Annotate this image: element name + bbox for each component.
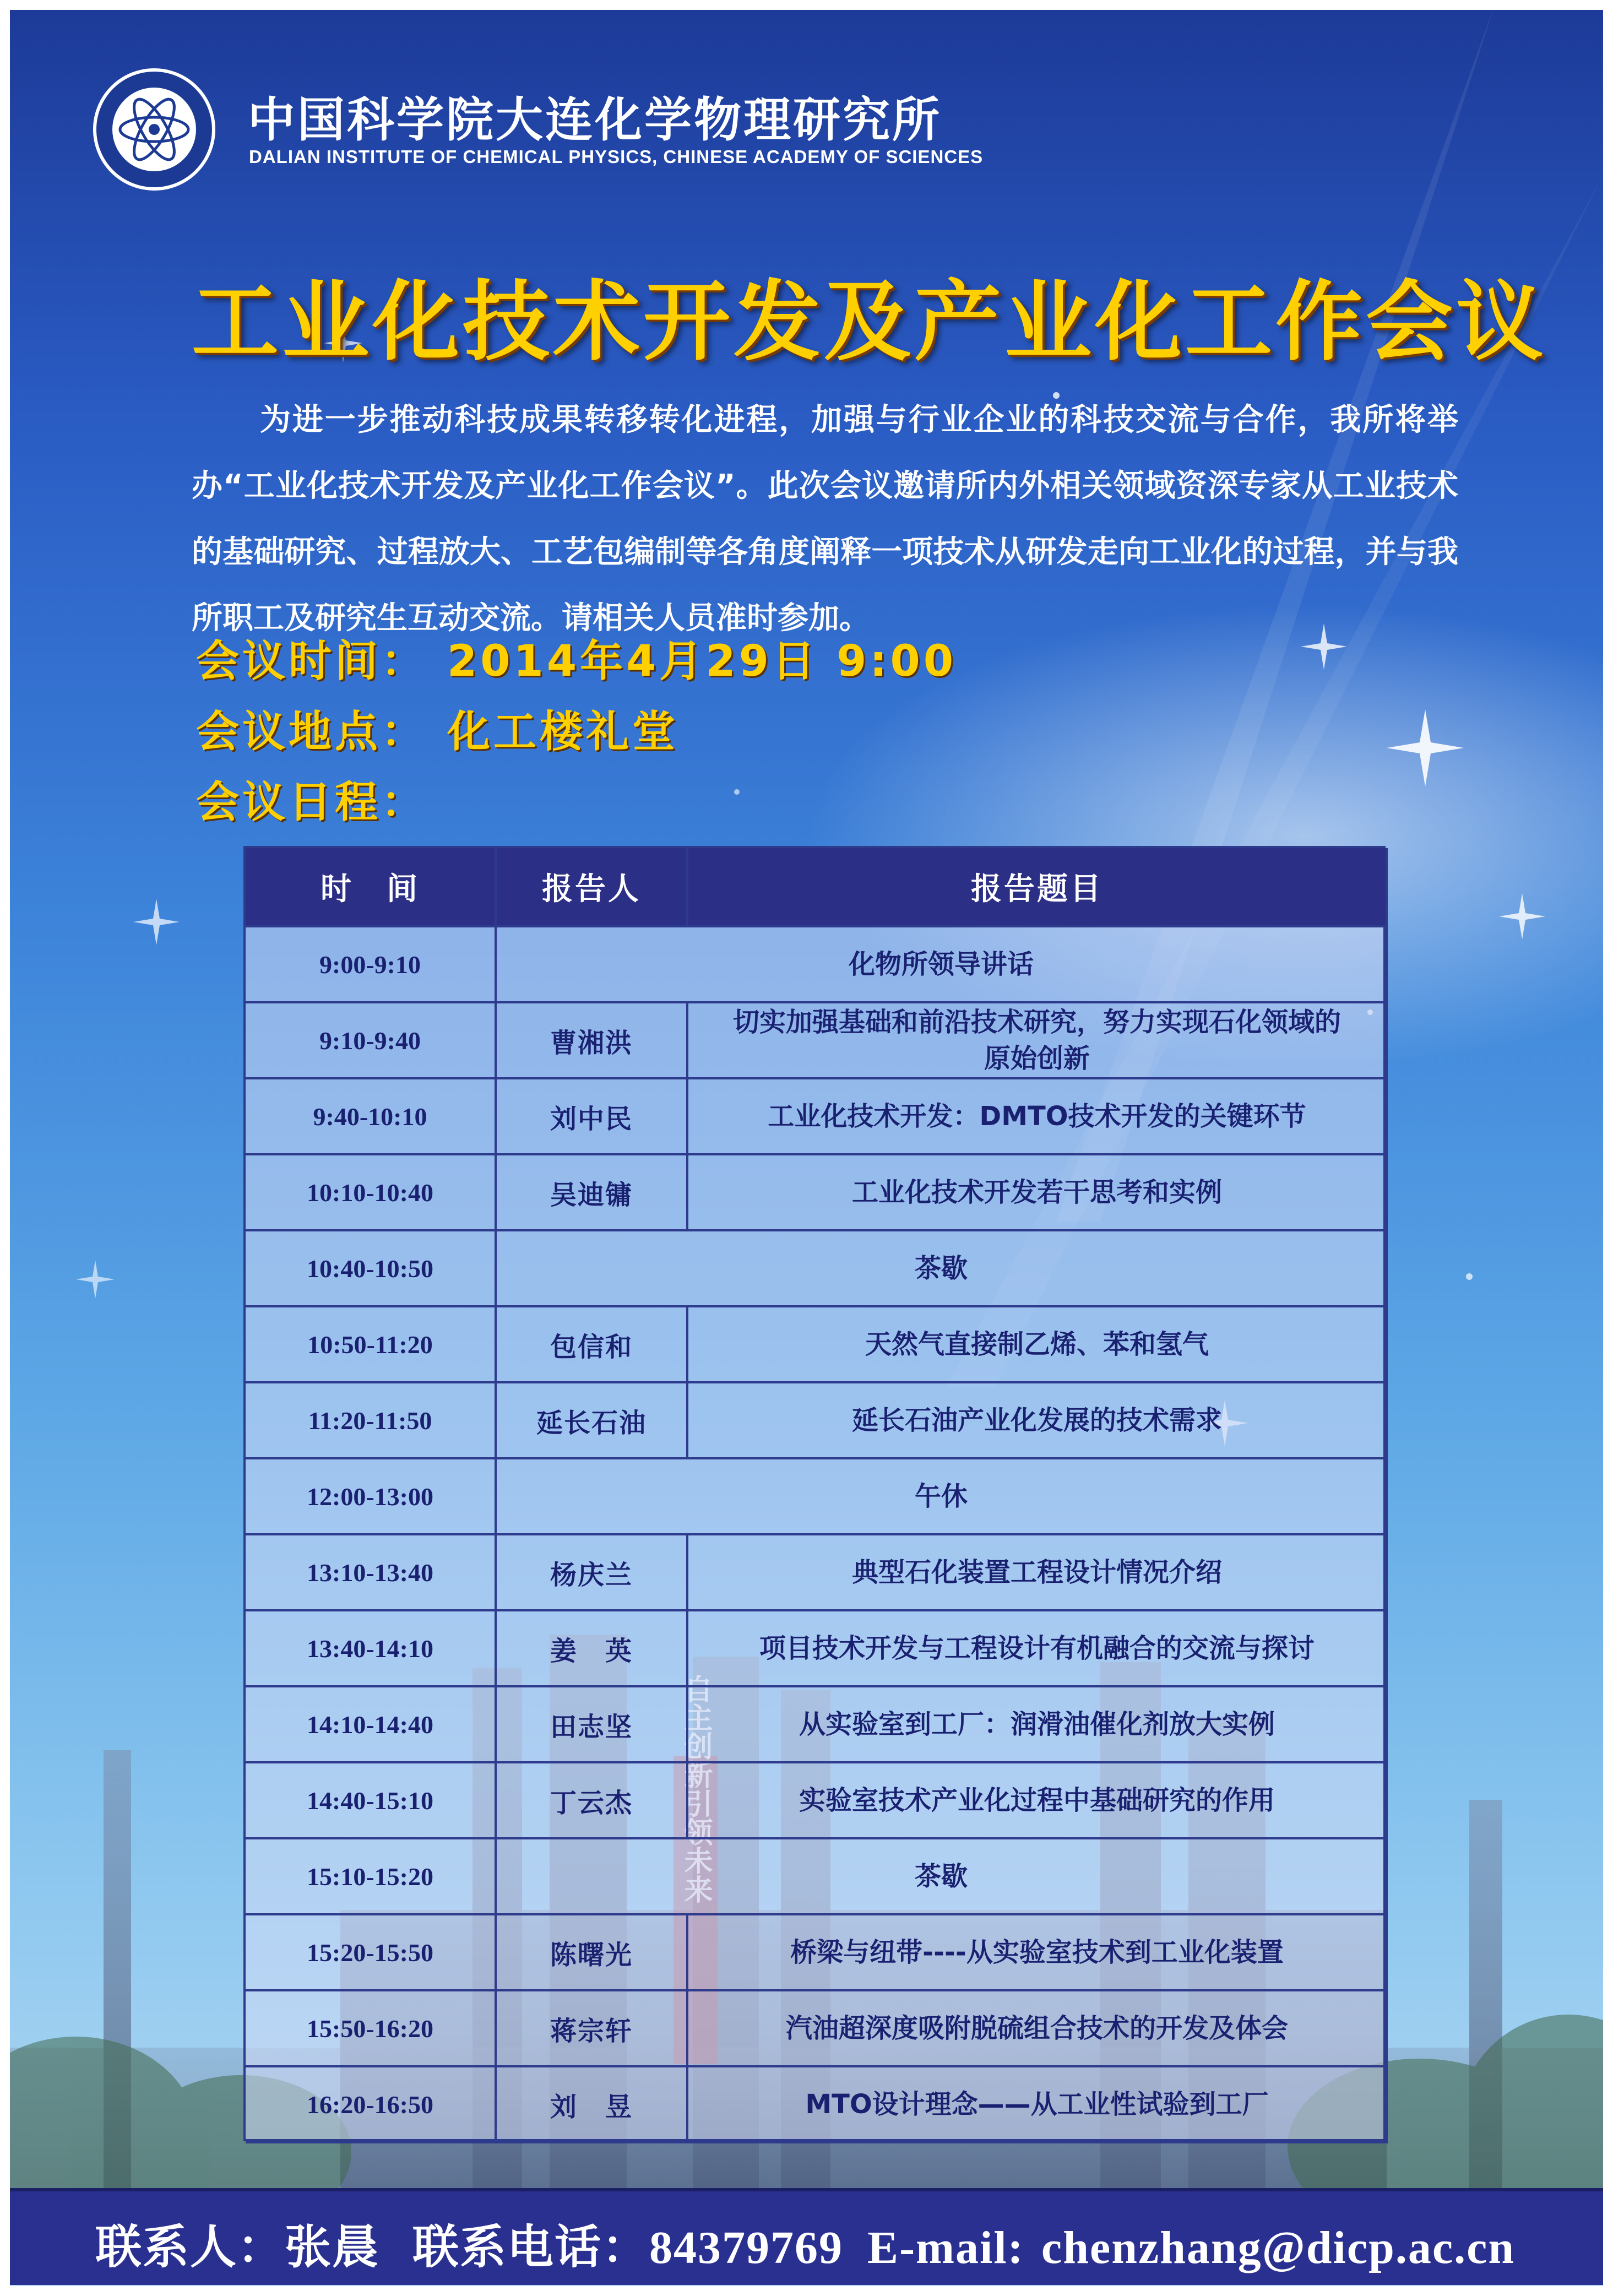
agenda-topic: 汽油超深度吸附脱硫组合技术的开发及体会: [688, 1991, 1388, 2067]
agenda-topic: 工业化技术开发若干思考和实例: [688, 1155, 1388, 1231]
meeting-venue: [196, 697, 678, 759]
agenda-speaker: 刘中民: [497, 1079, 688, 1155]
meeting-agenda-label: 会议日程：: [196, 778, 428, 827]
email-label: E-mail:: [867, 2222, 1024, 2273]
agenda-topic: 茶歇: [497, 1231, 1388, 1307]
sparkle-star: [133, 899, 180, 945]
agenda-speaker: 延长石油: [497, 1383, 688, 1459]
contact-label: 联系人：: [95, 2220, 285, 2274]
header-topic: 报告题目: [688, 848, 1388, 927]
meeting-time: [196, 627, 957, 688]
agenda-speaker: 姜 英: [497, 1611, 688, 1687]
meeting-venue-value: 化工楼礼堂: [447, 707, 679, 757]
header-speaker: 报告人: [497, 848, 688, 927]
agenda-topic: 茶歇: [497, 1839, 1388, 1915]
agenda-time: 9:00-9:10: [246, 927, 497, 1003]
poster-title: 工业化技术开发及产业化工作会议: [192, 272, 1546, 373]
agenda-topic: 午休: [497, 1459, 1388, 1535]
agenda-topic: 延长石油产业化发展的技术需求: [688, 1383, 1388, 1459]
agenda-topic: 工业化技术开发：DMTO技术开发的关键环节: [688, 1079, 1388, 1155]
agenda-topic: 从实验室到工厂：润滑油催化剂放大实例: [688, 1687, 1388, 1763]
atom-nucleus: [149, 124, 160, 135]
agenda-time: 15:50-16:20: [246, 1991, 497, 2067]
agenda-time: 10:10-10:40: [246, 1155, 497, 1231]
agenda-time: 13:10-13:40: [246, 1535, 497, 1611]
agenda-time: 9:10-9:40: [246, 1003, 497, 1079]
agenda-time: 10:40-10:50: [246, 1231, 497, 1307]
sparkle-dot: [734, 789, 740, 795]
agenda-speaker: 曹湘洪: [497, 1003, 688, 1079]
agenda-time: 14:10-14:40: [246, 1687, 497, 1763]
agenda-time: 12:00-13:00: [246, 1459, 497, 1535]
agenda-time: 11:20-11:50: [246, 1383, 497, 1459]
agenda-speaker: 陈曙光: [497, 1915, 688, 1991]
agenda-topic: 典型石化装置工程设计情况介绍: [688, 1535, 1388, 1611]
institute-logo: [93, 68, 216, 192]
contact-name: 张晨: [285, 2220, 380, 2274]
agenda-topic: 化物所领导讲话: [497, 927, 1388, 1003]
agenda-table: [243, 846, 1386, 2141]
agenda-time: 16:20-16:50: [246, 2067, 497, 2143]
agenda-topic: 天然气直接制乙烯、苯和氢气: [688, 1307, 1388, 1383]
agenda-speaker: 杨庆兰: [497, 1535, 688, 1611]
contact-info: [95, 2210, 1515, 2277]
agenda-time: 9:40-10:10: [246, 1079, 497, 1155]
agenda-time: 15:20-15:50: [246, 1915, 497, 1991]
header-time: 时 间: [246, 848, 497, 927]
agenda-topic: 桥梁与纽带----从实验室技术到工业化装置: [688, 1915, 1388, 1991]
meeting-venue-label: 会议地点：: [196, 707, 428, 757]
agenda-time: 15:10-15:20: [246, 1839, 497, 1915]
agenda-topic: 切实加强基础和前沿技术研究，努力实现石化领域的原始创新: [688, 1003, 1388, 1079]
agenda-speaker: 蒋宗轩: [497, 1991, 688, 2067]
poster: [10, 10, 1603, 2286]
agenda-speaker: 吴迪镛: [497, 1155, 688, 1231]
sparkle-dot: [1466, 1273, 1473, 1280]
sparkle-star: [76, 1260, 115, 1299]
intro-paragraph: 为进一步推动科技成果转移转化进程，加强与行业企业的科技交流与合作，我所将举办“工业化技术开发及产业化工作会议”。此次会议邀请所内外相关领域资深专家从工业技术的基础研究、过程放大、工艺包编制等各角度阐释一项技术从研发走向工业化的过程，并与我所职工及研究生互动交流。请相关人员准时参加。: [192, 402, 1458, 636]
agenda-time: 10:50-11:20: [246, 1307, 497, 1383]
agenda-speaker: 丁云杰: [497, 1763, 688, 1839]
agenda-time: 14:40-15:10: [246, 1763, 497, 1839]
phone-label: 联系电话：: [412, 2220, 650, 2274]
meeting-time-value: 2014年4月29日 9:00: [447, 637, 957, 686]
email-address: chenzhang@dicp.ac.cn: [1041, 2222, 1516, 2273]
institute-name-en: DALIAN INSTITUTE OF CHEMICAL PHYSICS, CHINESE ACADEMY OF SCIENCES: [249, 146, 984, 167]
agenda-topic: MTO设计理念——从工业性试验到工厂: [688, 2067, 1388, 2143]
phone-number: 84379769: [649, 2222, 844, 2273]
institute-name-cn: 中国科学院大连化学物理研究所: [248, 93, 942, 148]
agenda-topic: 项目技术开发与工程设计有机融合的交流与探讨: [688, 1611, 1388, 1687]
agenda-topic: 实验室技术产业化过程中基础研究的作用: [688, 1763, 1388, 1839]
agenda-speaker: 包信和: [497, 1307, 688, 1383]
agenda-speaker: 刘 昱: [497, 2067, 688, 2143]
agenda-speaker: 田志坚: [497, 1687, 688, 1763]
agenda-time: 13:40-14:10: [246, 1611, 497, 1687]
meeting-time-label: 会议时间：: [196, 637, 428, 686]
